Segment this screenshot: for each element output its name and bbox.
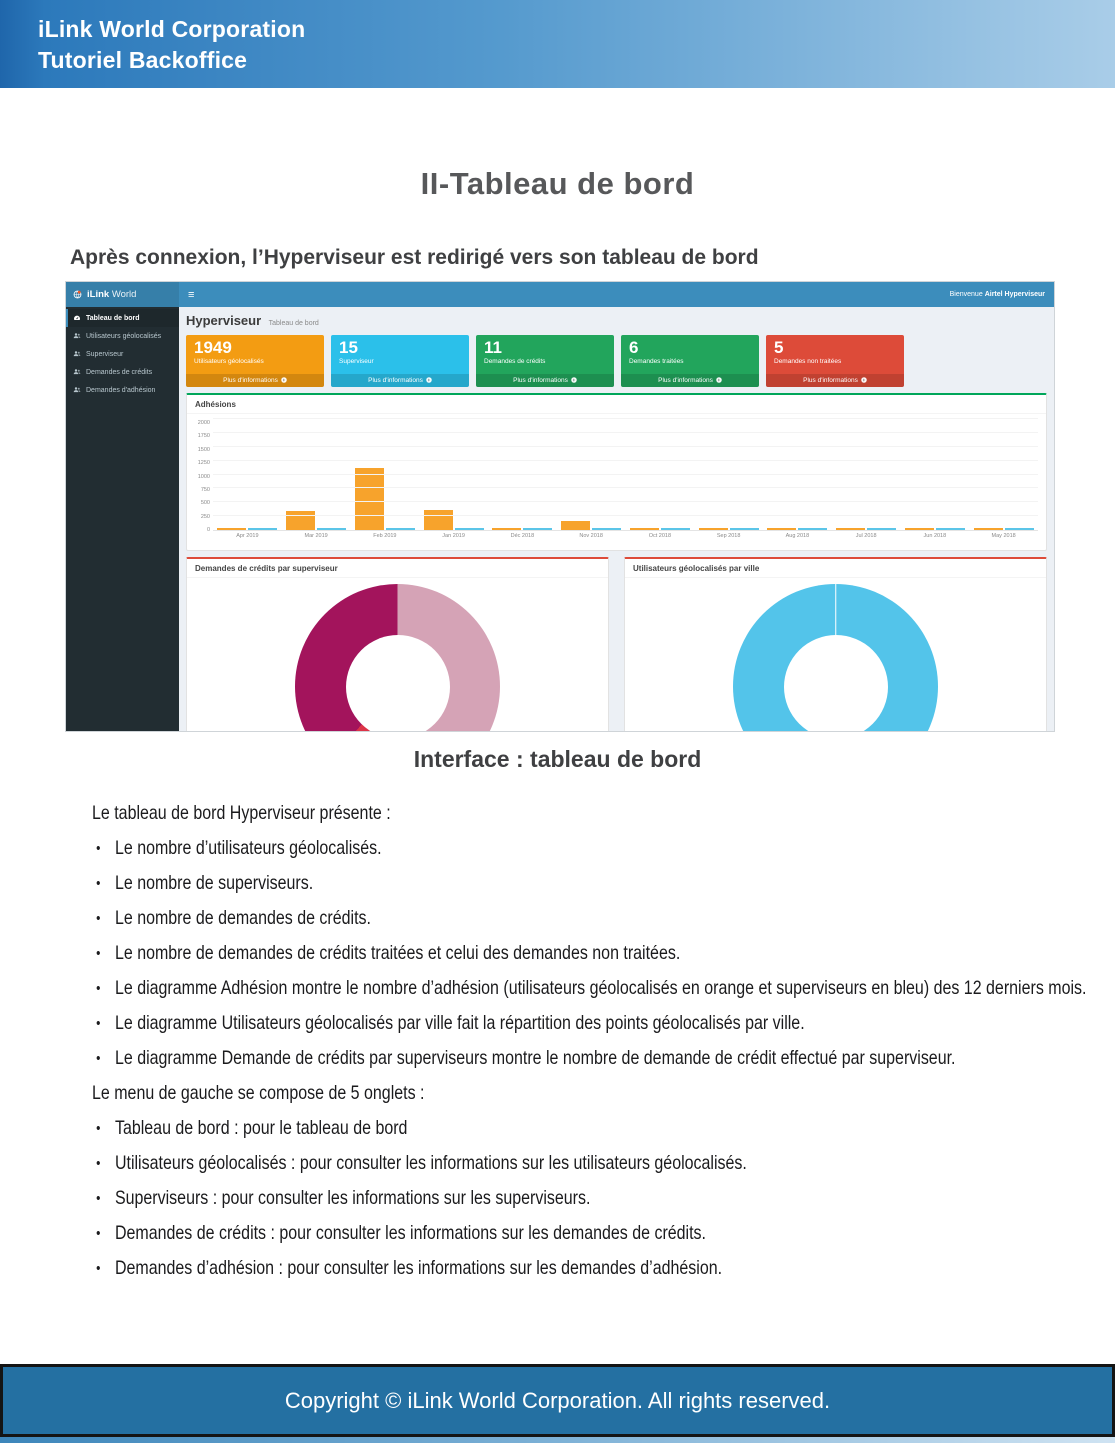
sidebar-item-label: Tableau de bord bbox=[86, 314, 140, 322]
doc-header-line2: Tutoriel Backoffice bbox=[38, 47, 248, 73]
doc-title: II-Tableau de bord bbox=[420, 166, 695, 201]
y-tick-label: 0 bbox=[206, 527, 210, 533]
plus-informations-label: Plus d'informations bbox=[223, 377, 278, 384]
bullet-item: • Le nombre d’utilisateurs géolocalisés. bbox=[92, 831, 920, 866]
bar bbox=[317, 528, 346, 530]
welcome-user-menu[interactable]: Bienvenue Airtel Hyperviseur bbox=[949, 291, 1045, 298]
stat-card-label: Superviseur bbox=[339, 358, 374, 365]
doc-header-line1: iLink World Corporation bbox=[38, 16, 306, 42]
bar bbox=[630, 528, 659, 530]
bar-group bbox=[832, 528, 901, 530]
ville-donut-panel bbox=[624, 557, 1047, 732]
bullet-item: • Le nombre de superviseurs. bbox=[92, 866, 920, 901]
stat-card bbox=[186, 335, 324, 387]
y-tick-label: 1750 bbox=[197, 433, 210, 440]
x-tick-label: Mar 2019 bbox=[304, 533, 328, 539]
bar bbox=[661, 528, 690, 530]
globe-icon bbox=[73, 288, 82, 301]
lead-paragraph: Le tableau de bord Hyperviseur présente : bbox=[92, 802, 391, 824]
stat-card-label: Demandes traitées bbox=[629, 358, 684, 365]
credits-donut-title: Demandes de crédits par superviseur bbox=[187, 559, 608, 578]
dashboard-body bbox=[66, 307, 1054, 732]
bar bbox=[867, 528, 896, 530]
lead-paragraph: Le menu de gauche se compose de 5 onglets : bbox=[92, 1082, 425, 1104]
bar bbox=[936, 528, 965, 530]
sidebar-item[interactable] bbox=[66, 327, 179, 345]
gridline bbox=[213, 515, 1038, 516]
content-header bbox=[186, 312, 1047, 330]
arrow-circle-right-icon bbox=[281, 377, 287, 385]
arrow-circle-right-icon bbox=[426, 377, 432, 385]
bar bbox=[974, 528, 1003, 530]
arrow-circle-right-icon bbox=[571, 377, 577, 385]
dashboard-navbar bbox=[179, 282, 1054, 307]
doc-footer: Copyright © iLink World Corporation. All rights reserved. bbox=[0, 1364, 1115, 1437]
stat-card bbox=[766, 335, 904, 387]
dashboard-content bbox=[179, 307, 1054, 732]
y-tick-label: 1250 bbox=[197, 460, 210, 467]
bullet-item: • Le nombre de demandes de crédits traitées et celui des demandes non traitées. bbox=[92, 936, 920, 971]
bar-group bbox=[419, 510, 488, 530]
stat-card bbox=[476, 335, 614, 387]
bar-group bbox=[763, 528, 832, 530]
y-tick-label: 250 bbox=[200, 513, 210, 520]
stat-card bbox=[331, 335, 469, 387]
figure-caption: Interface : tableau de bord bbox=[413, 746, 702, 772]
bar bbox=[798, 528, 827, 530]
x-tick-label: Jan 2019 bbox=[442, 533, 465, 539]
stat-card-label: Demandes de crédits bbox=[484, 358, 546, 365]
plus-informations-link[interactable] bbox=[621, 374, 759, 387]
bar-group bbox=[901, 528, 970, 530]
donut-panels-row bbox=[186, 557, 1047, 732]
bar bbox=[248, 528, 277, 530]
stat-card-value: 11 bbox=[484, 338, 502, 357]
plus-informations-label: Plus d'informations bbox=[513, 377, 568, 384]
bar bbox=[455, 528, 484, 530]
x-tick-label: Jun 2018 bbox=[923, 533, 947, 539]
bar-group bbox=[282, 511, 351, 530]
bullet-item: • Demandes de crédits : pour consulter les informations sur les demandes de crédits. bbox=[92, 1216, 920, 1251]
y-tick-label: 1500 bbox=[197, 446, 210, 453]
gridline bbox=[213, 474, 1038, 475]
brand-text: iLink World bbox=[87, 289, 137, 300]
dashboard-screenshot bbox=[65, 281, 1055, 732]
x-tick-label: Sep 2018 bbox=[716, 533, 741, 539]
adhesions-panel-title: Adhésions bbox=[187, 395, 1046, 414]
plus-informations-link[interactable] bbox=[331, 374, 469, 387]
sidebar-item[interactable] bbox=[66, 363, 179, 381]
users-icon bbox=[72, 368, 81, 376]
bar bbox=[905, 528, 934, 530]
bar-group bbox=[351, 468, 420, 530]
sidebar-item[interactable] bbox=[66, 345, 179, 363]
sidebar-menu bbox=[66, 307, 179, 732]
bar bbox=[1005, 528, 1034, 530]
bar bbox=[355, 468, 384, 530]
stat-card bbox=[621, 335, 759, 387]
brand-logo[interactable] bbox=[66, 282, 179, 307]
sidebar-item-label: Utilisateurs géolocalisés bbox=[86, 332, 162, 340]
bullet-list-1 bbox=[92, 831, 1102, 1076]
bar bbox=[286, 511, 315, 530]
bar bbox=[767, 528, 796, 530]
x-tick-label: Aug 2018 bbox=[785, 533, 810, 539]
sidebar-item-label: Demandes de crédits bbox=[86, 368, 153, 376]
bar-group bbox=[213, 528, 282, 530]
ville-donut-title: Utilisateurs géolocalisés par ville bbox=[625, 559, 1046, 578]
sidebar-toggle-icon[interactable]: ≡ bbox=[188, 288, 195, 301]
stat-cards-row bbox=[186, 335, 1047, 387]
gridline bbox=[213, 487, 1038, 488]
x-tick-label: Déc 2018 bbox=[510, 533, 535, 539]
plus-informations-label: Plus d'informations bbox=[803, 377, 858, 384]
bullet-item: • Le diagramme Utilisateurs géolocalisés par ville fait la répartition des points géolocalisés par ville. bbox=[92, 1006, 920, 1041]
bar-group bbox=[694, 528, 763, 530]
plus-informations-link[interactable] bbox=[766, 374, 904, 387]
bar bbox=[836, 528, 865, 530]
bar bbox=[217, 528, 246, 530]
x-tick-label: Jul 2018 bbox=[855, 533, 877, 539]
x-tick-label: Feb 2019 bbox=[373, 533, 397, 539]
bullet-item: • Utilisateurs géolocalisés : pour consulter les informations sur les utilisateurs géolocalisés. bbox=[92, 1146, 920, 1181]
arrow-circle-right-icon bbox=[716, 377, 722, 385]
bar-group bbox=[488, 528, 557, 530]
users-icon bbox=[72, 350, 81, 358]
credits-donut-chart bbox=[187, 578, 608, 732]
arrow-circle-right-icon bbox=[861, 377, 867, 385]
bar-group bbox=[626, 528, 695, 530]
bar bbox=[730, 528, 759, 530]
y-axis bbox=[191, 419, 213, 531]
users-icon bbox=[72, 386, 81, 394]
sidebar-item-label: Demandes d'adhésion bbox=[86, 386, 156, 394]
y-tick-label: 750 bbox=[200, 486, 210, 493]
dashboard-topbar bbox=[66, 282, 1054, 307]
adhesions-bar-chart bbox=[187, 414, 1046, 539]
bullet-item: • Tableau de bord : pour le tableau de bord bbox=[92, 1111, 920, 1146]
body-text bbox=[92, 796, 1102, 1286]
bar bbox=[523, 528, 552, 530]
ville-donut-chart bbox=[625, 578, 1046, 732]
plus-informations-link[interactable] bbox=[476, 374, 614, 387]
doc-header bbox=[0, 0, 1115, 88]
bullet-list-2 bbox=[92, 1111, 1102, 1286]
plus-informations-label: Plus d'informations bbox=[658, 377, 713, 384]
x-axis bbox=[213, 533, 1038, 539]
stat-card-label: Utilisateurs géolocalisés bbox=[194, 358, 264, 365]
bullet-item: • Le diagramme Adhésion montre le nombre d’adhésion (utilisateurs géolocalisés en orange et superviseurs en bleu) des 12 derniers mois. bbox=[92, 971, 920, 1006]
bar-groups bbox=[213, 419, 1038, 530]
content-subtitle: Tableau de bord bbox=[268, 320, 319, 327]
donut bbox=[295, 584, 500, 732]
y-tick-label: 2000 bbox=[197, 420, 210, 426]
stat-card-value: 6 bbox=[629, 338, 639, 357]
bar bbox=[424, 510, 453, 530]
bar bbox=[699, 528, 728, 530]
gridline bbox=[213, 501, 1038, 502]
bullet-item: • Le nombre de demandes de crédits. bbox=[92, 901, 920, 936]
donut-hole bbox=[784, 635, 888, 733]
content-title: Hyperviseur bbox=[186, 313, 262, 328]
x-tick-label: Oct 2018 bbox=[648, 533, 672, 539]
slice-divider bbox=[835, 584, 837, 636]
y-tick-label: 1000 bbox=[197, 473, 210, 480]
stat-card-value: 1949 bbox=[194, 338, 232, 357]
gridline bbox=[213, 446, 1038, 447]
plus-informations-label: Plus d'informations bbox=[368, 377, 423, 384]
stat-card-label: Demandes non traitées bbox=[774, 358, 842, 365]
x-tick-label: May 2018 bbox=[991, 533, 1016, 539]
donut-hole bbox=[346, 635, 450, 733]
stat-card-value: 15 bbox=[339, 338, 358, 357]
dashboard-icon bbox=[72, 314, 81, 322]
sidebar-item[interactable] bbox=[66, 309, 179, 327]
bar-group bbox=[969, 528, 1038, 530]
credits-donut-panel bbox=[186, 557, 609, 732]
plot-area bbox=[213, 419, 1038, 531]
adhesions-panel bbox=[186, 393, 1047, 551]
gridline bbox=[213, 418, 1038, 419]
stat-card-value: 5 bbox=[774, 338, 784, 357]
bar-group bbox=[557, 521, 626, 530]
y-tick-label: 500 bbox=[200, 500, 210, 507]
plus-informations-link[interactable] bbox=[186, 374, 324, 387]
bar bbox=[592, 528, 621, 530]
sidebar-item[interactable] bbox=[66, 381, 179, 399]
bar bbox=[492, 528, 521, 530]
users-icon bbox=[72, 332, 81, 340]
intro-text: Après connexion, l’Hyperviseur est redirigé vers son tableau de bord bbox=[70, 246, 759, 269]
bullet-item: • Superviseurs : pour consulter les informations sur les superviseurs. bbox=[92, 1181, 920, 1216]
sidebar-item-label: Superviseur bbox=[86, 350, 124, 358]
bullet-item: • Le diagramme Demande de crédits par superviseurs montre le nombre de demande de crédit effectué par superviseur. bbox=[92, 1041, 920, 1076]
bullet-item: • Demandes d’adhésion : pour consulter les informations sur les demandes d’adhésion. bbox=[92, 1251, 920, 1286]
bar bbox=[561, 521, 590, 530]
footer-gradient-strip bbox=[0, 1437, 1115, 1443]
x-tick-label: Nov 2018 bbox=[579, 533, 603, 539]
bar bbox=[386, 528, 415, 530]
donut bbox=[733, 584, 938, 732]
x-tick-label: Apr 2019 bbox=[236, 533, 259, 539]
gridline bbox=[213, 460, 1038, 461]
gridline bbox=[213, 432, 1038, 433]
